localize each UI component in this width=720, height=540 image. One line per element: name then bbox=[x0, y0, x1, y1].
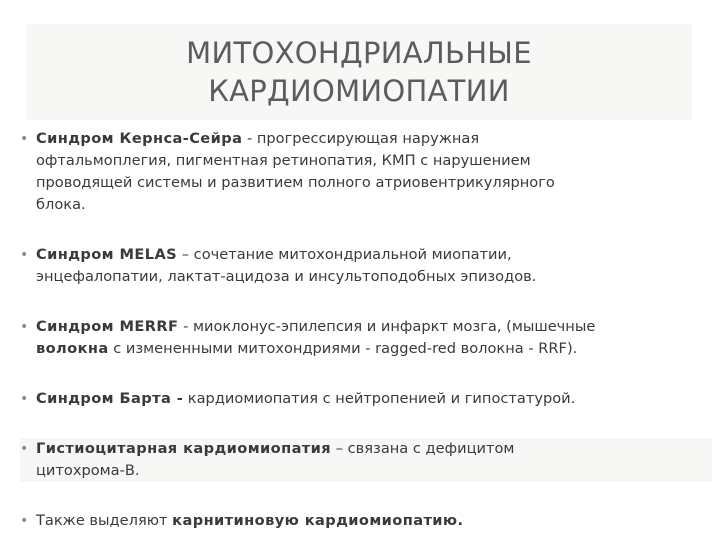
bullet-text: - миоклонус-эпилепсия и инфаркт мозга, (мышечные bbox=[178, 318, 596, 335]
bullet-line: энцефалопатии, лактат-ацидоза и инсультоподобных эпизодов. bbox=[36, 268, 537, 285]
bullet-line bbox=[36, 438, 712, 460]
bullet-dot-icon: • bbox=[20, 391, 29, 407]
bullet-histiocytoid bbox=[20, 438, 712, 482]
bullet-gap bbox=[20, 288, 712, 316]
bullet-term: Синдром MERRF bbox=[36, 318, 179, 335]
bullet-melas bbox=[20, 244, 712, 288]
bullet-line: офтальмоплегия, пигментная ретинопатия, КМП с нарушением bbox=[36, 152, 531, 169]
bullet-line bbox=[36, 316, 712, 338]
bullet-gap bbox=[20, 410, 712, 438]
bullet-term: Синдром Барта - bbox=[36, 390, 184, 407]
bullet-term: карнитиновую кардиомиопатию. bbox=[172, 512, 464, 529]
bullet-term: Синдром MELAS bbox=[36, 246, 178, 263]
bullet-text: – сочетание митохондриальной миопатии, bbox=[177, 246, 512, 263]
bullet-text: кардиомиопатия с нейтропенией и гипостатурой. bbox=[183, 390, 576, 407]
bullet-term: волокна bbox=[36, 340, 109, 357]
bullet-line: проводящей системы и развитием полного атриовентрикулярного bbox=[36, 174, 555, 191]
bullet-text: - прогрессирующая наружная bbox=[242, 130, 480, 147]
bullet-line: блока. bbox=[36, 196, 86, 213]
bullet-list bbox=[20, 128, 712, 532]
bullet-carnitine bbox=[20, 510, 712, 532]
bullet-dot-icon: • bbox=[20, 319, 29, 335]
bullet-gap bbox=[20, 482, 712, 510]
slide-title-line-1: МИТОХОНДРИАЛЬНЫЕ bbox=[186, 36, 532, 70]
slide-title-line-2: КАРДИОМИОПАТИИ bbox=[208, 74, 510, 108]
title-panel bbox=[26, 24, 692, 120]
bullet-dot-icon: • bbox=[20, 131, 29, 147]
bullet-line bbox=[36, 388, 712, 410]
bullet-line: цитохрома-B. bbox=[36, 462, 140, 479]
bullet-dot-icon: • bbox=[20, 441, 29, 457]
bullet-line bbox=[36, 338, 712, 360]
bullet-text: Также выделяют bbox=[36, 512, 173, 529]
bullet-text: – связана с дефицитом bbox=[331, 440, 515, 457]
bullet-line bbox=[36, 244, 712, 266]
bullet-merrf bbox=[20, 316, 712, 360]
bullet-dot-icon: • bbox=[20, 247, 29, 263]
bullet-line bbox=[36, 128, 712, 150]
bullet-barth bbox=[20, 388, 712, 410]
bullet-dot-icon: • bbox=[20, 513, 29, 529]
bullet-term: Гистиоцитарная кардиомиопатия bbox=[36, 440, 332, 457]
bullet-term: Синдром Кернса-Сейра bbox=[36, 130, 243, 147]
bullet-gap bbox=[20, 360, 712, 388]
bullet-line bbox=[36, 510, 712, 532]
bullet-text: с измененными митохондриями - ragged-red волокна - RRF). bbox=[108, 340, 578, 357]
bullet-gap bbox=[20, 216, 712, 244]
bullet-kearns-sayre bbox=[20, 128, 712, 216]
